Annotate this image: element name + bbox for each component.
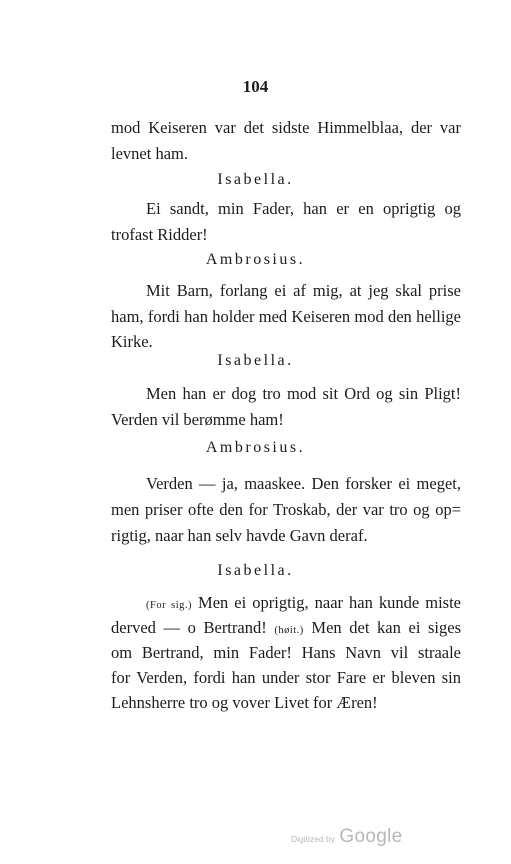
text-line: trofast Ridder!	[111, 225, 208, 244]
text-line: Ei sandt, min Fader, han er en oprigtig og	[146, 199, 461, 218]
line-text: Men ei oprigtig, naar han kunde miste	[198, 593, 461, 612]
text-line: Verden — ja, maaskee. Den forsker ei meget,	[146, 474, 461, 493]
text-line	[111, 618, 461, 641]
stage-direction: (høit.)	[274, 625, 304, 636]
speaker-name: Isabella.	[217, 171, 294, 188]
stage-direction: (For sig.)	[146, 600, 192, 611]
line-text: Men det kan ei siges	[311, 618, 461, 637]
text-line: ham, fordi han holder med Keiseren mod den hellige	[111, 307, 461, 326]
watermark-prefix: Digitized by	[291, 834, 335, 844]
text-line: for Verden, fordi han under stor Fare er bleven sin	[111, 668, 461, 687]
text-line: levnet ham.	[111, 144, 188, 163]
text-line: Mit Barn, forlang ei af mig, at jeg skal prise	[146, 281, 461, 300]
text-line: mod Keiseren var det sidste Himmelblaa, der var	[111, 118, 461, 137]
text-line: om Bertrand, min Fader! Hans Navn vil straale	[111, 643, 461, 662]
speaker-name: Ambrosius.	[205, 251, 306, 268]
text-line: rigtig, naar han selv havde Gavn deraf.	[111, 526, 368, 545]
text-line: Lehnsherre tro og vover Livet for Æren!	[111, 693, 378, 712]
speaker-name: Isabella.	[217, 562, 294, 579]
line-text: derved — o Bertrand!	[111, 618, 267, 637]
text-line	[146, 593, 461, 616]
text-line: Kirke.	[111, 332, 153, 351]
digitized-watermark	[291, 826, 402, 848]
speaker-name: Ambrosius.	[205, 439, 306, 456]
text-line: Verden vil berømme ham!	[111, 410, 284, 429]
text-line: men priser ofte den for Troskab, der var tro og op=	[111, 500, 461, 519]
page-number: 104	[242, 77, 269, 96]
watermark-brand: Google	[339, 826, 403, 847]
speaker-name: Isabella.	[217, 352, 294, 369]
text-line: Men han er dog tro mod sit Ord og sin Pligt!	[146, 384, 461, 403]
